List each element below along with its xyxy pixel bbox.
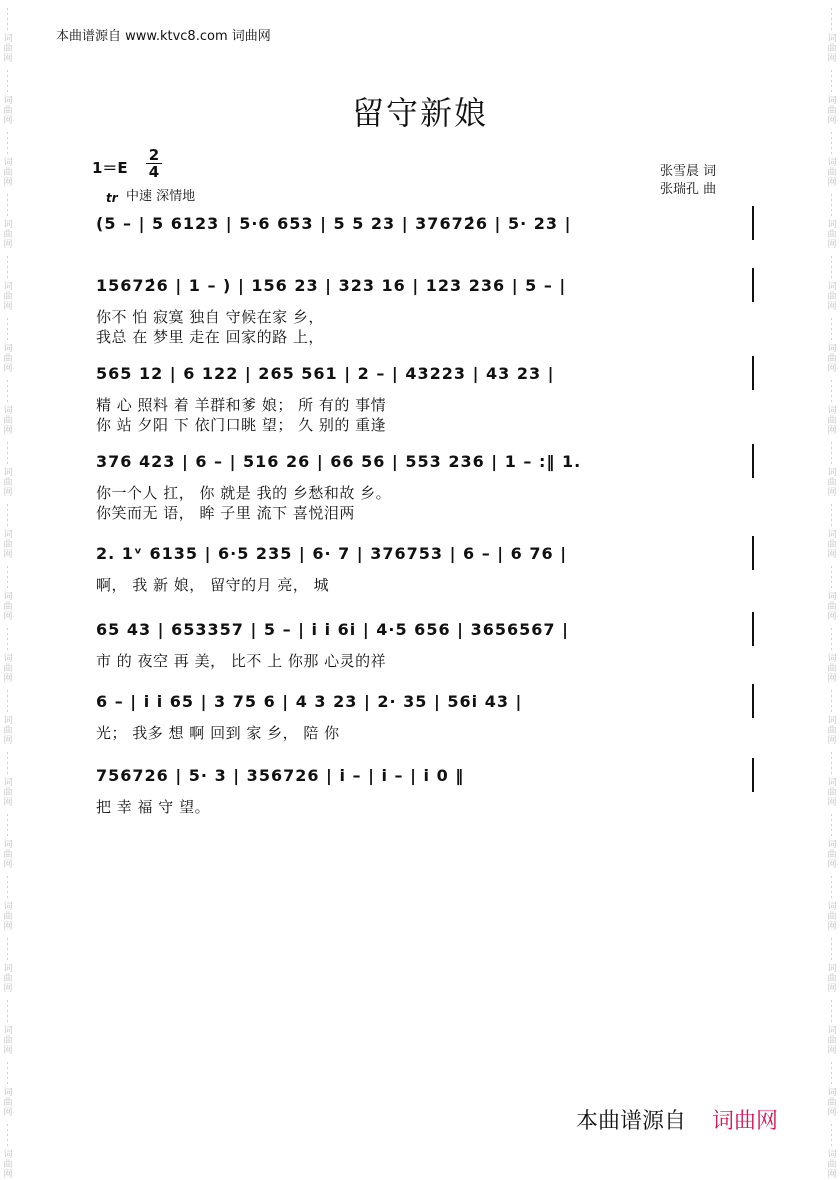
side-watermark-text: 词曲网 bbox=[827, 96, 837, 126]
notation-row: 15672̇6 | 1 – ) | 156 23 | 323 16 | 123 236 | 5 – | bbox=[96, 276, 567, 295]
time-signature bbox=[146, 147, 162, 180]
row-end-barline bbox=[752, 612, 754, 646]
watermark-dash bbox=[7, 1062, 8, 1084]
side-watermark-text: 词曲网 bbox=[3, 1026, 13, 1056]
watermark-dash bbox=[7, 814, 8, 836]
side-watermark-text: 词曲网 bbox=[827, 654, 837, 684]
side-watermark-text: 词曲网 bbox=[827, 220, 837, 250]
side-watermark-text: 词曲网 bbox=[827, 840, 837, 870]
side-watermark-text: 词曲网 bbox=[3, 592, 13, 622]
source-header: 本曲谱源自 www.ktvc8.com 词曲网 bbox=[56, 29, 271, 44]
watermark-dash bbox=[831, 752, 832, 774]
side-watermark-text: 词曲网 bbox=[3, 406, 13, 436]
side-watermark-text: 词曲网 bbox=[3, 530, 13, 560]
side-watermark-text: 词曲网 bbox=[3, 716, 13, 746]
watermark-dash bbox=[831, 442, 832, 464]
watermark-dash bbox=[831, 380, 832, 402]
watermark-dash bbox=[7, 132, 8, 154]
side-watermark-text: 词曲网 bbox=[827, 902, 837, 932]
lyric-line: 你笑而无 语， 眸 子里 流下 喜悦泪两 bbox=[96, 504, 355, 522]
song-title: 留守新娘 bbox=[351, 94, 488, 132]
watermark-dash bbox=[7, 752, 8, 774]
side-watermark-text: 词曲网 bbox=[3, 96, 13, 126]
notation-row: 65 43 | 653357 | 5 – | i i 6i | 4·5 656 | 3656567 | bbox=[96, 620, 569, 639]
tempo-marking: 中速 深情地 bbox=[126, 189, 196, 204]
watermark-dash bbox=[831, 566, 832, 588]
side-watermark-text: 词曲网 bbox=[3, 840, 13, 870]
side-watermark-text: 词曲网 bbox=[827, 406, 837, 436]
watermark-dash bbox=[831, 8, 832, 30]
side-watermark-text: 词曲网 bbox=[3, 902, 13, 932]
footer-source-text: 本曲谱源自 bbox=[576, 1109, 687, 1134]
row-end-barline bbox=[752, 356, 754, 390]
watermark-dash bbox=[7, 566, 8, 588]
side-watermark-text: 词曲网 bbox=[3, 344, 13, 374]
side-watermark-text: 词曲网 bbox=[827, 592, 837, 622]
watermark-dash bbox=[7, 194, 8, 216]
left-watermark-strip bbox=[0, 0, 16, 1180]
side-watermark-text: 词曲网 bbox=[3, 1150, 13, 1180]
side-watermark-text: 词曲网 bbox=[827, 1088, 837, 1118]
side-watermark-text: 词曲网 bbox=[827, 964, 837, 994]
lyric-line: 我总 在 梦里 走在 回家的路 上， bbox=[96, 328, 324, 346]
watermark-dash bbox=[831, 938, 832, 960]
watermark-dash bbox=[7, 8, 8, 30]
side-watermark-text: 词曲网 bbox=[827, 778, 837, 808]
watermark-dash bbox=[831, 256, 832, 278]
side-watermark-text: 词曲网 bbox=[3, 158, 13, 188]
lyric-line: 光； 我多 想 啊 回到 家 乡， 陪 你 bbox=[96, 724, 340, 742]
lyric-line: 啊， 我 新 娘， 留守的月 亮， 城 bbox=[96, 576, 330, 594]
lyric-line: 你不 怕 寂寞 独自 守候在家 乡， bbox=[96, 308, 324, 326]
watermark-dash bbox=[7, 380, 8, 402]
watermark-dash bbox=[7, 876, 8, 898]
watermark-dash bbox=[831, 1124, 832, 1146]
watermark-dash bbox=[831, 132, 832, 154]
composer-credit: 张瑞孔 曲 bbox=[660, 182, 717, 197]
lyricist-credit: 张雪晨 词 bbox=[660, 164, 717, 179]
notation-row: 376 423 | 6 – | 516 26 | 66 56 | 553 236 | 1 – :‖ 1. bbox=[96, 452, 582, 471]
notation-row: 6 – | i i 65 | 3 75 6 | 4 3 23 | 2· 35 | 56i 43 | bbox=[96, 692, 523, 711]
watermark-dash bbox=[831, 318, 832, 340]
side-watermark-text: 词曲网 bbox=[3, 654, 13, 684]
lyric-line: 市 的 夜空 再 美， 比不 上 你那 心灵的祥 bbox=[96, 652, 387, 670]
side-watermark-text: 词曲网 bbox=[827, 344, 837, 374]
row-end-barline bbox=[752, 444, 754, 478]
lyric-line: 你一个人 扛， 你 就是 我的 乡愁和故 乡。 bbox=[96, 484, 392, 502]
lyric-line: 你 站 夕阳 下 依门口眺 望； 久 别的 重逢 bbox=[96, 416, 387, 434]
footer-site-name: 词曲网 bbox=[712, 1109, 779, 1134]
side-watermark-text: 词曲网 bbox=[3, 282, 13, 312]
side-watermark-text: 词曲网 bbox=[827, 1026, 837, 1056]
watermark-dash bbox=[831, 628, 832, 650]
notation-row: 756726 | 5· 3 | 356726 | i – | i – | i 0 ‖ bbox=[96, 766, 465, 785]
side-watermark-text: 词曲网 bbox=[827, 530, 837, 560]
watermark-dash bbox=[831, 690, 832, 712]
watermark-dash bbox=[7, 504, 8, 526]
lyric-line: 精 心 照料 着 羊群和爹 娘； 所 有的 事情 bbox=[96, 396, 387, 414]
watermark-dash bbox=[831, 194, 832, 216]
time-signature-top: 2 bbox=[146, 147, 162, 164]
lyric-line: 把 幸 福 守 望。 bbox=[96, 798, 211, 816]
watermark-dash bbox=[7, 256, 8, 278]
side-watermark-text: 词曲网 bbox=[827, 1150, 837, 1180]
row-end-barline bbox=[752, 268, 754, 302]
time-signature-bottom: 4 bbox=[148, 163, 160, 181]
key-signature: 1＝E bbox=[92, 159, 128, 177]
row-end-barline bbox=[752, 684, 754, 718]
row-end-barline bbox=[752, 758, 754, 792]
side-watermark-text: 词曲网 bbox=[827, 34, 837, 64]
watermark-dash bbox=[7, 1124, 8, 1146]
right-watermark-strip bbox=[824, 0, 840, 1180]
watermark-dash bbox=[7, 938, 8, 960]
side-watermark-text: 词曲网 bbox=[827, 716, 837, 746]
side-watermark-text: 词曲网 bbox=[827, 158, 837, 188]
watermark-dash bbox=[831, 1000, 832, 1022]
side-watermark-text: 词曲网 bbox=[3, 964, 13, 994]
row-end-barline bbox=[752, 206, 754, 240]
side-watermark-text: 词曲网 bbox=[3, 1088, 13, 1118]
trill-mark: tr bbox=[106, 191, 118, 205]
watermark-dash bbox=[7, 690, 8, 712]
row-end-barline bbox=[752, 536, 754, 570]
watermark-dash bbox=[831, 504, 832, 526]
notation-row: 565 12 | 6 122 | 265 561 | 2 – | 43223 | 43 23 | bbox=[96, 364, 555, 383]
watermark-dash bbox=[831, 814, 832, 836]
notation-row: 2. 1ᵛ 6135 | 6·5 235 | 6· 7 | 376753 | 6 – | 6 76 | bbox=[96, 544, 568, 563]
side-watermark-text: 词曲网 bbox=[827, 468, 837, 498]
watermark-dash bbox=[831, 876, 832, 898]
watermark-dash bbox=[7, 442, 8, 464]
side-watermark-text: 词曲网 bbox=[3, 468, 13, 498]
watermark-dash bbox=[7, 318, 8, 340]
side-watermark-text: 词曲网 bbox=[3, 220, 13, 250]
watermark-dash bbox=[7, 628, 8, 650]
side-watermark-text: 词曲网 bbox=[827, 282, 837, 312]
side-watermark-text: 词曲网 bbox=[3, 778, 13, 808]
side-watermark-text: 词曲网 bbox=[3, 34, 13, 64]
watermark-dash bbox=[7, 1000, 8, 1022]
notation-row: (5 – | 5 6123 | 5·6 653 | 5 5 23 | 37672̇6 | 5· 23 | bbox=[96, 214, 572, 233]
watermark-dash bbox=[831, 1062, 832, 1084]
